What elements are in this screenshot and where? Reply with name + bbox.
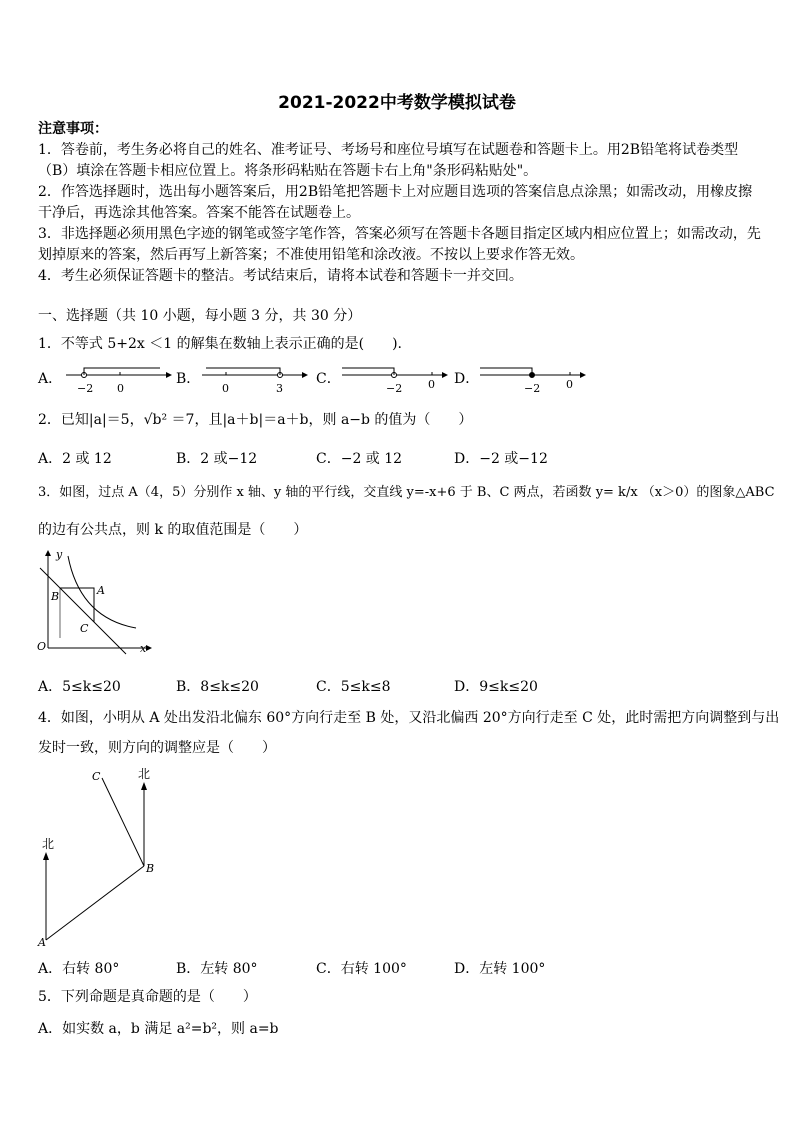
q1-option-d-label: D． bbox=[454, 371, 480, 387]
q1-option-a-label: A． bbox=[38, 371, 63, 387]
q1-option-b-label: B． bbox=[176, 371, 201, 387]
question-4-stem-line1: 4．如图，小明从 A 处出发沿北偏东 60°方向行走至 B 处，又沿北偏西 20°方向行走至 C 处，此时需把方向调整到与出 bbox=[38, 710, 780, 726]
q3-option-b: B．8≤k≤20 bbox=[176, 679, 259, 695]
notice-line: 2．作答选择题时，选出每小题答案后，用2B铅笔把答题卡上对应题目选项的答案信息点涂黑；如需改动，用橡皮擦 bbox=[38, 184, 753, 200]
page-title: 2021-2022中考数学模拟试卷 bbox=[278, 93, 516, 113]
notice-line: （B）填涂在答题卡相应位置上。将条形码粘贴在答题卡右上角"条形码粘贴处"。 bbox=[38, 163, 538, 179]
q3-option-d: D．9≤k≤20 bbox=[454, 679, 538, 695]
tick-label: −2 bbox=[386, 382, 403, 395]
q2-option-b: B．2 或−12 bbox=[176, 451, 258, 467]
axis-label: y bbox=[56, 548, 63, 561]
question-1-stem: 1．不等式 5+2x ＜1 的解集在数轴上表示正确的是( ). bbox=[38, 336, 402, 352]
notice-heading: 注意事项： bbox=[38, 121, 108, 137]
question-4-stem-line2: 发时一致，则方向的调整应是（ ） bbox=[38, 740, 276, 756]
q3-option-a: A．5≤k≤20 bbox=[38, 679, 121, 695]
tick-label: −2 bbox=[77, 382, 94, 395]
q1-number-line-d bbox=[476, 360, 586, 396]
point-label: B bbox=[146, 862, 155, 875]
q1-option-c-label: C． bbox=[316, 371, 341, 387]
question-2-stem: 2．已知|a|＝5，√b² ＝7，且|a＋b|＝a＋b，则 a−b 的值为（ ） bbox=[38, 412, 473, 428]
q2-option-a: A．2 或 12 bbox=[38, 451, 112, 467]
q5-option-a: A．如实数 a，b 满足 a²=b²，则 a=b bbox=[38, 1021, 279, 1037]
notice-line: 3．非选择题必须用黑色字迹的钢笔或签字笔作答，答案必须写在答题卡各题目指定区域内相应位置上；如需改动，先 bbox=[38, 226, 761, 242]
q3-option-c: C．5≤k≤8 bbox=[316, 679, 391, 695]
origin-label: O bbox=[37, 640, 47, 653]
q4-figure bbox=[34, 764, 164, 952]
notice-line: 1．答卷前，考生务必将自己的姓名、准考证号、考场号和座位号填写在试题卷和答题卡上。用2B铅笔将试卷类型 bbox=[38, 142, 739, 158]
q1-number-line-a bbox=[62, 360, 172, 396]
axis-label: x bbox=[140, 642, 147, 655]
notice-line: 4．考生必须保证答题卡的整洁。考试结束后，请将本试卷和答题卡一并交回。 bbox=[38, 268, 523, 284]
q3-figure bbox=[34, 548, 154, 656]
point-label: A bbox=[38, 936, 46, 949]
tick-label: 0 bbox=[566, 378, 573, 391]
tick-label: 0 bbox=[428, 378, 435, 391]
notice-line: 划掉原来的答案，然后再写上新答案；不准使用铅笔和涂改液。不按以上要求作答无效。 bbox=[38, 247, 584, 263]
section-heading: 一、选择题（共 10 小题，每小题 3 分，共 30 分） bbox=[38, 308, 362, 324]
q2-option-c: C．−2 或 12 bbox=[316, 451, 403, 467]
question-3-stem-line1: 3．如图，过点 A（4，5）分别作 x 轴、y 轴的平行线，交直线 y=-x+6 于 B、C 两点，若函数 y= k/x （x＞0）的图象△ABC bbox=[38, 485, 775, 500]
q4-option-b: B．左转 80° bbox=[176, 961, 258, 977]
point-label: C bbox=[80, 622, 89, 635]
q4-option-c: C．右转 100° bbox=[316, 961, 407, 977]
q1-number-line-c bbox=[338, 360, 448, 396]
question-3-stem-line2: 的边有公共点，则 k 的取值范围是（ ） bbox=[38, 522, 308, 538]
tick-label: −2 bbox=[524, 382, 541, 395]
notice-line: 干净后，再选涂其他答案。答案不能答在试题卷上。 bbox=[38, 205, 360, 221]
q2-option-d: D．−2 或−12 bbox=[454, 451, 548, 467]
point-label: C bbox=[92, 770, 101, 783]
tick-label: 3 bbox=[276, 382, 283, 395]
point-label: A bbox=[97, 584, 105, 597]
tick-label: 0 bbox=[117, 382, 124, 395]
point-label: B bbox=[51, 590, 60, 603]
q4-option-a: A．右转 80° bbox=[38, 961, 120, 977]
tick-label: 0 bbox=[222, 382, 229, 395]
north-label: 北 bbox=[138, 767, 151, 781]
q1-number-line-b bbox=[198, 360, 308, 396]
q4-option-d: D．左转 100° bbox=[454, 961, 546, 977]
north-label: 北 bbox=[42, 837, 55, 851]
question-5-stem: 5．下列命题是真命题的是（ ） bbox=[38, 989, 257, 1005]
